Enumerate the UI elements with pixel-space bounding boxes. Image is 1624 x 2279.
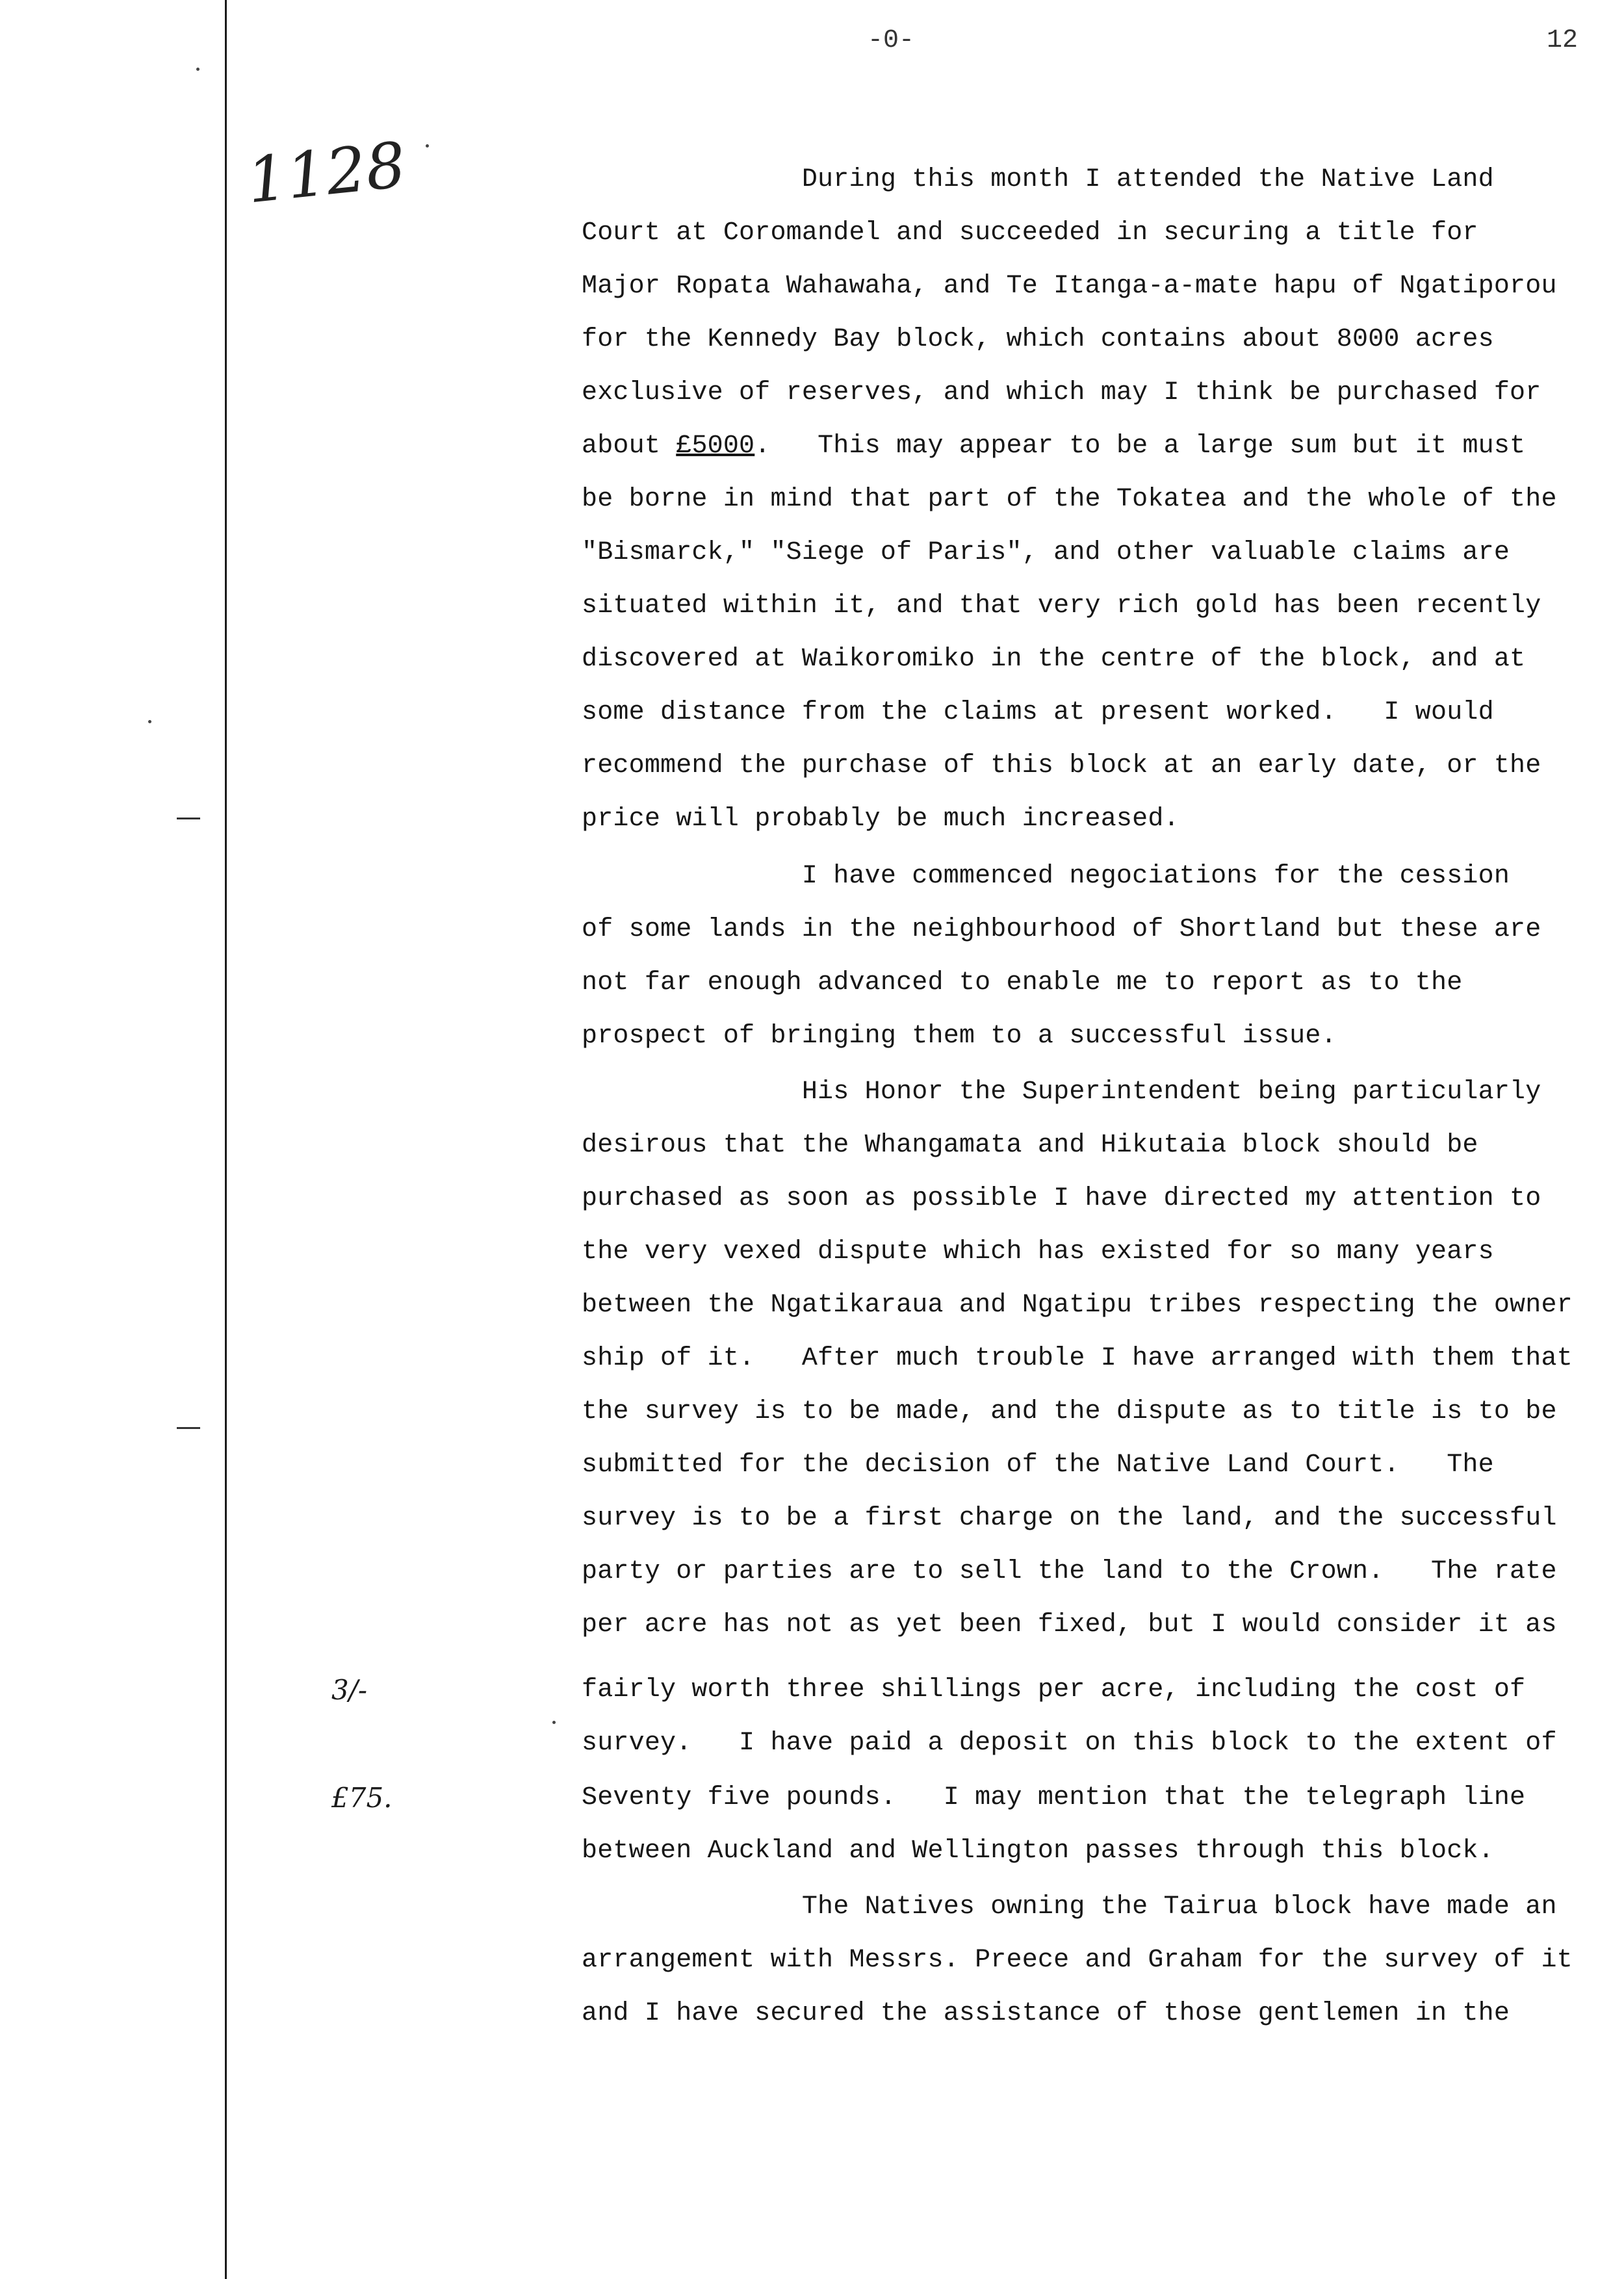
text-line: of some lands in the neighbourhood of Shortland but these are [582,915,1541,944]
margin-dash [177,818,200,819]
speck [196,68,200,71]
text-line: the survey is to be made, and the dispute as to title is to be [582,1397,1557,1426]
page-corner-number: 12 [1547,26,1579,55]
text-line: be borne in mind that part of the Tokatea and the whole of the [582,485,1557,514]
speck [426,144,429,148]
page-header-mark: -0- [868,26,915,55]
speck [148,720,151,723]
text-line: purchased as soon as possible I have directed my attention to [582,1184,1541,1213]
text-line: survey is to be a first charge on the land, and the successful [582,1504,1557,1533]
speck [552,1721,556,1724]
text-line: During this month I attended the Native Land [582,165,1494,194]
text-line: and I have secured the assistance of those gentlemen in the [582,1999,1510,2028]
text-line: recommend the purchase of this block at an early date, or the [582,751,1541,780]
text-line: exclusive of reserves, and which may I think be purchased for [582,378,1541,407]
underlined-amount: £5000 [676,431,755,461]
margin-note-amount: £75. [331,1782,393,1814]
text-line: between the Ngatikaraua and Ngatipu tribes respecting the owner [582,1291,1573,1320]
text-line: Seventy five pounds. I may mention that the telegraph line [582,1783,1526,1812]
text-line: Major Ropata Wahawaha, and Te Itanga-a-mate hapu of Ngatiporou [582,272,1557,301]
text-line: The Natives owning the Tairua block have made an [582,1892,1557,1922]
text-line: situated within it, and that very rich gold has been recently [582,591,1541,621]
text-line: discovered at Waikoromiko in the centre of the block, and at [582,645,1526,674]
text-line: some distance from the claims at present worked. I would [582,698,1494,727]
text-line: "Bismarck," "Siege of Paris", and other valuable claims are [582,538,1510,567]
text-line [582,430,1595,463]
margin-note-rate: 3/- [331,1674,368,1706]
text-line: I have commenced negociations for the cession [582,862,1510,891]
text-line: survey. I have paid a deposit on this block to the extent of [582,1729,1557,1758]
text-line: price will probably be much increased. [582,805,1179,834]
text-line: between Auckland and Wellington passes through this block. [582,1836,1494,1866]
text-line: desirous that the Whangamata and Hikutaia block should be [582,1131,1478,1160]
text-segment: about [582,431,677,461]
text-segment: . This may appear to be a large sum but it must [754,431,1526,461]
text-line: prospect of bringing them to a successful issue. [582,1022,1337,1051]
text-line: party or parties are to sell the land to the Crown. The rate [582,1557,1557,1586]
handwritten-folio-number: 1128 [243,128,409,218]
left-margin-rule [225,0,227,2279]
text-line: not far enough advanced to enable me to report as to the [582,968,1463,998]
text-line: for the Kennedy Bay block, which contains about 8000 acres [582,325,1494,354]
text-line: ship of it. After much trouble I have arranged with them that [582,1344,1573,1373]
text-line: fairly worth three shillings per acre, including the cost of [582,1675,1526,1705]
margin-dash [177,1427,200,1429]
text-line: Court at Coromandel and succeeded in securing a title for [582,218,1478,248]
text-line: arrangement with Messrs. Preece and Graham for the survey of it [582,1946,1573,1975]
text-line: per acre has not as yet been fixed, but I would consider it as [582,1610,1557,1640]
text-line: the very vexed dispute which has existed for so many years [582,1237,1494,1267]
text-line: His Honor the Superintendent being particularly [582,1077,1541,1107]
text-line: submitted for the decision of the Native Land Court. The [582,1450,1494,1480]
